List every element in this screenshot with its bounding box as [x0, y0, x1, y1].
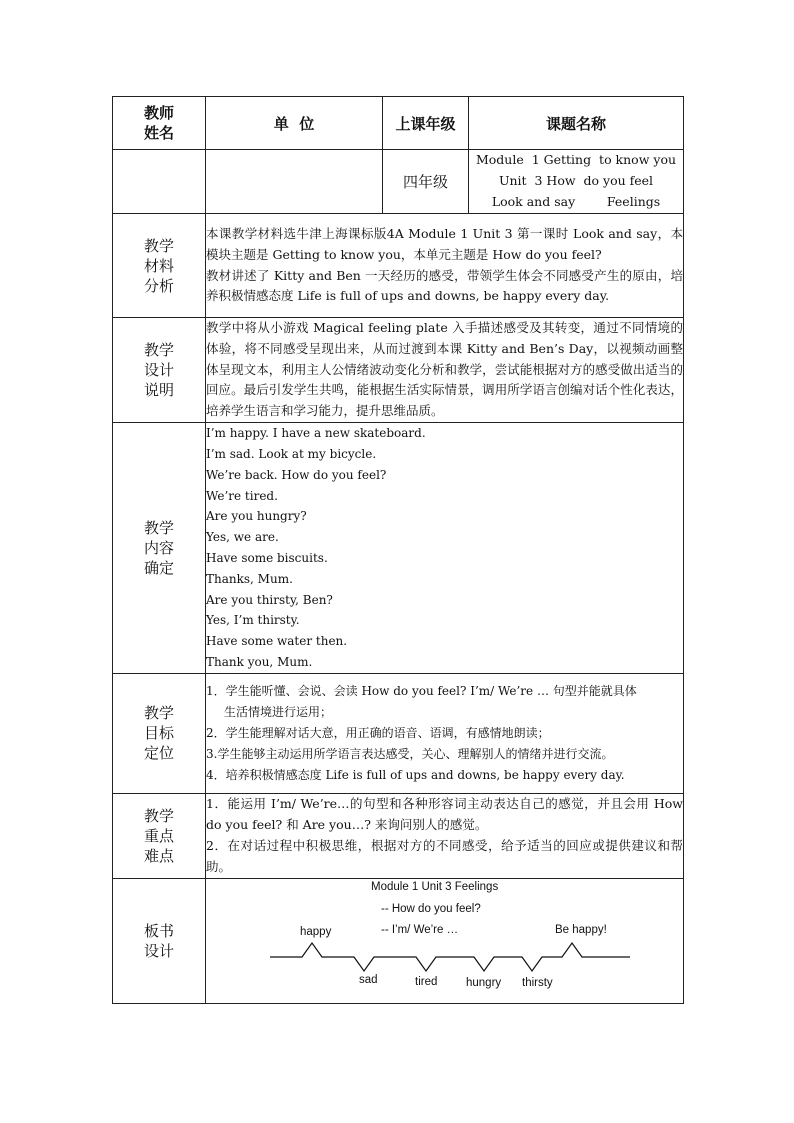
dialogue-line: I’m sad. Look at my bicycle. — [206, 447, 377, 461]
material-text — [206, 214, 684, 318]
info-row — [113, 150, 684, 214]
goal-item: 生活情境进行运用； — [224, 705, 333, 720]
content-label: 教学 内容 确定 — [113, 422, 206, 673]
goals-row — [113, 673, 684, 793]
word-thirsty: thirsty — [522, 976, 553, 989]
key-point: 2．在对话过程中积极思维，根据对方的不同感受，给予适当的回应或提供建议和帮助。 — [206, 837, 683, 874]
word-happy: happy — [300, 925, 332, 938]
dialogue-line: I’m happy. I have a new skateboard. — [206, 426, 426, 441]
goals-label: 教学 目标 定位 — [113, 673, 206, 793]
grade-value: 四年级 — [383, 150, 469, 214]
teacher-value — [113, 150, 206, 214]
topic-line: Module 1 Getting to know you — [475, 152, 677, 168]
dialogue-line: We’re tired. — [206, 488, 278, 503]
word-be-happy: Be happy! — [555, 923, 607, 936]
word-sad: sad — [359, 973, 378, 986]
unit-value — [206, 150, 383, 214]
goal-item: 4．培养积极情感态度 Life is full of ups and downs, be happy every day. — [206, 767, 625, 782]
header-grade: 上课年级 — [383, 97, 469, 150]
dialogue-line: Are you thirsty, Ben? — [206, 592, 333, 607]
word-hungry: hungry — [466, 976, 502, 989]
goal-item: 2．学生能理解对话大意，用正确的语音、语调，有感情地朗读； — [206, 726, 550, 741]
material-row — [113, 214, 684, 318]
design-row — [113, 318, 684, 423]
header-teacher: 教师 姓名 — [113, 97, 206, 150]
material-paragraph: 本课教学材料选牛津上海课标版4A Module 1 Unit 3 第一课时 Look and say，本模块主题是 Getting to know you，本单元主题是 How do you feel? — [206, 225, 683, 262]
key-points-row — [113, 793, 684, 878]
goal-item: 1．学生能听懂、会说、会读 How do you feel? I’m/ We’re … 句型并能就具体 — [206, 684, 637, 699]
dialogue-line: Yes, I’m thirsty. — [206, 613, 300, 628]
topic-line: Look and say Feelings — [491, 193, 661, 209]
word-tired: tired — [415, 975, 438, 988]
board-label: 板书 设计 — [113, 878, 206, 1003]
header-unit: 单 位 — [206, 97, 383, 150]
topic-value — [469, 150, 684, 214]
lesson-plan-table — [112, 96, 684, 1004]
dialogue-line: Are you hungry? — [206, 509, 307, 524]
dialogue-line: Thanks, Mum. — [206, 571, 293, 586]
dialogue-line: Have some water then. — [206, 634, 348, 649]
content-dialogue — [206, 422, 684, 673]
board-title: Module 1 Unit 3 Feelings — [371, 880, 499, 893]
dialogue-line: We’re back. How do you feel? — [206, 467, 387, 482]
design-paragraph: 教学中将从小游戏 Magical feeling plate 入手描述感受及其转变，通过不同情境的体验，将不同感受呈现出来，从而过渡到本课 Kitty and Ben’s Day，以视频动画整体呈现文本，利用主人公情绪波动变化分析和教学，尝试能根据对方的感受做出适当的回应。最后引发学生共鸣，能根据生活实际情景，调用所学语言创编对话个性化表达，培养学生语言和学习能力，提升思维品质。 — [206, 320, 683, 419]
board-row — [113, 878, 684, 1003]
goal-item: 3.学生能够主动运用所学语言表达感受，关心、理解别人的情绪并进行交流。 — [206, 746, 614, 761]
header-topic: 课题名称 — [469, 97, 684, 150]
design-text — [206, 318, 684, 423]
key-points-text — [206, 793, 684, 878]
board-question: -- How do you feel? — [381, 902, 481, 915]
dialogue-line: Thank you, Mum. — [206, 654, 313, 669]
goals-text — [206, 673, 684, 793]
mood-zigzag — [270, 943, 630, 971]
material-paragraph: 教材讲述了 Kitty and Ben 一天经历的感受，带领学生体会不同感受产生的原由，培养积极情感态度 Life is full of ups and downs, be happy every day. — [206, 267, 683, 304]
board-answer: -- I’m/ We’re … — [381, 923, 459, 936]
dialogue-line: Have some biscuits. — [206, 550, 328, 565]
content-row — [113, 422, 684, 673]
design-label: 教学 设计 说明 — [113, 318, 206, 423]
key-points-label: 教学 重点 难点 — [113, 793, 206, 878]
topic-line: Unit 3 How do you feel — [498, 173, 654, 189]
header-row — [113, 97, 684, 150]
dialogue-line: Yes, we are. — [206, 530, 279, 545]
material-label: 教学 材料 分析 — [113, 214, 206, 318]
board-design — [206, 878, 684, 1003]
key-point: 1．能运用 I’m/ We’re…的句型和各种形容词主动表达自己的感觉，并且会用 How do you feel? 和 Are you…? 来询问别人的感觉。 — [206, 796, 683, 833]
mood-line — [206, 879, 683, 1003]
